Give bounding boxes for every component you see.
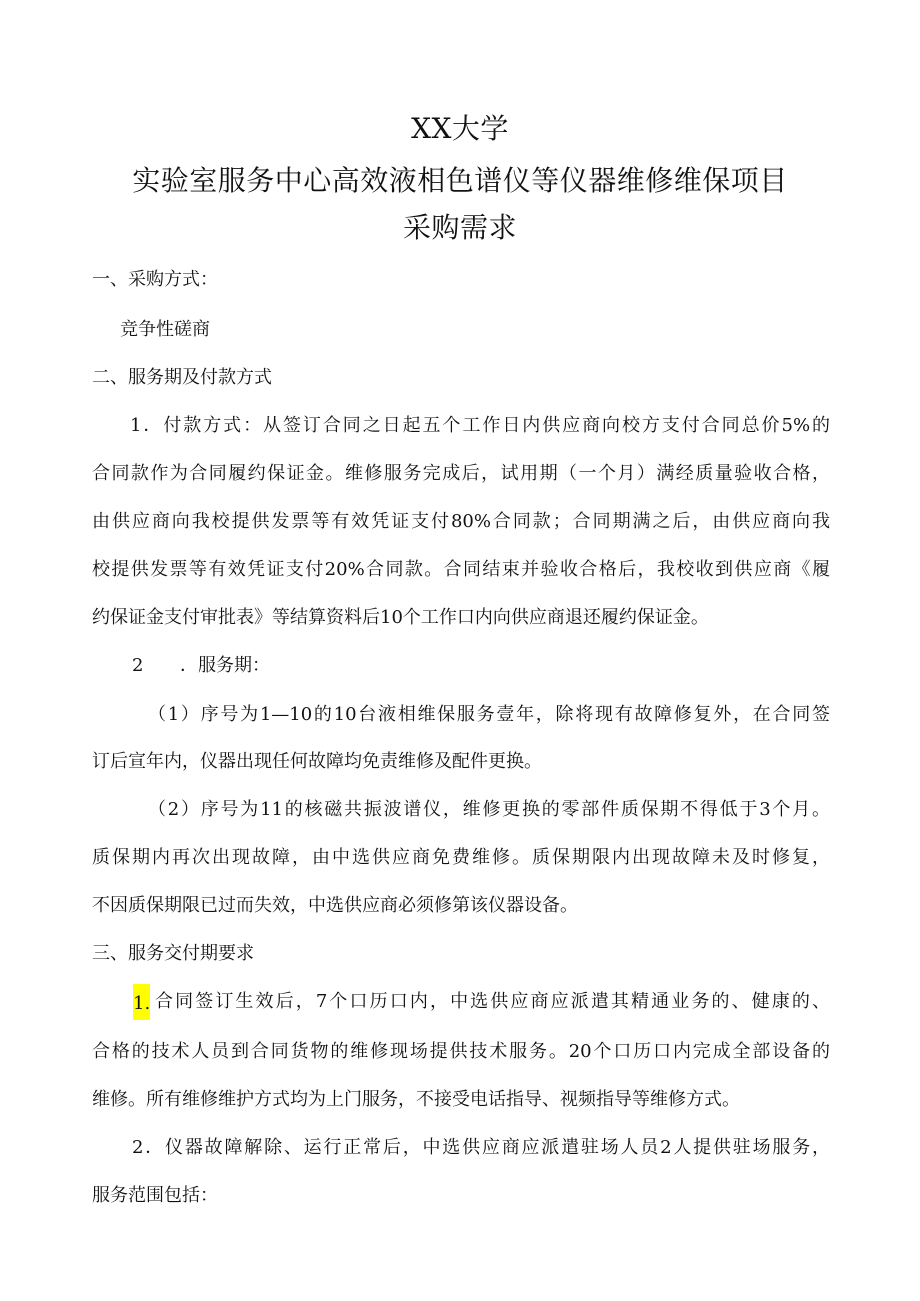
service-item-1-line-1: （1）序号为1—10的10台液相维保服务壹年，除将现有故障修复外，在合同签 [148,704,830,725]
delivery-para-line-3: 维修。所有维修维护方式均为上门服务，不接受电话指导、视频指导等维修方式。 [92,1089,740,1110]
section-heading-1: 一、采购方式： [92,269,218,290]
onsite-para-line-2: 服务范围包括： [92,1185,218,1206]
service-item-2-line-1: （2）序号为11的核磁共振波谱仪，维修更换的零部件质保期不得低于3个月。 [148,799,830,820]
section-heading-2: 二、服务期及付款方式 [92,367,272,388]
payment-para-line-5: 约保证金支付审批表》等结算资料后10个工作口内向供应商退还履约保证金。 [92,607,709,628]
highlighted-item-number: 1. [133,984,150,1020]
payment-para-line-2: 合同款作为合同履约保证金。维修服务完成后，试用期（一个月）满经质量验收合格， [92,463,830,484]
procurement-method: 竞争性磋商 [120,319,210,340]
service-period-number: 2 [132,655,144,676]
doc-title-university: XX大学 [411,112,509,145]
payment-para-line-4: 校提供发票等有效凭证支付20%合同款。合同结束并验收合格后，我校收到供应商《履 [92,559,830,580]
delivery-para-line-2: 合格的技术人员到合同货物的维修现场提供技术服务。20个口历口内完成全部设备的 [92,1041,830,1062]
delivery-para-line-1: 合同签订生效后，7个口历口内，中选供应商应派遣其精通业务的、健康的、 [155,991,830,1012]
service-item-1-line-2: 订后宣年内，仪器出现任何故障均免责维修及配件更换。 [92,751,542,772]
doc-title-project: 实验室服务中心高效液相色谱仪等仪器维修维保项目 [132,164,788,197]
doc-title-requirements: 采购需求 [402,211,517,244]
service-item-2-line-3: 不因质保期限已过而失效，中选供应商必须修第该仪器设备。 [92,895,578,916]
service-item-2-line-2: 质保期内再次出现故障，由中选供应商免费维修。质保期限内出现故障未及时修复， [92,847,830,868]
section-heading-3: 三、服务交付期要求 [92,943,254,964]
payment-para-line-3: 由供应商向我校提供发票等有效凭证支付80%合同款；合同期满之后，由供应商向我 [92,511,830,532]
service-period-label: ．服务期： [180,655,270,676]
payment-para-line-1: 1．付款方式：从签订合同之日起五个工作日内供应商向校方支付合同总价5%的 [130,415,830,436]
onsite-para-line-1: 2．仪器故障解除、运行正常后，中选供应商应派遣驻场人员2人提供驻场服务， [132,1137,830,1158]
